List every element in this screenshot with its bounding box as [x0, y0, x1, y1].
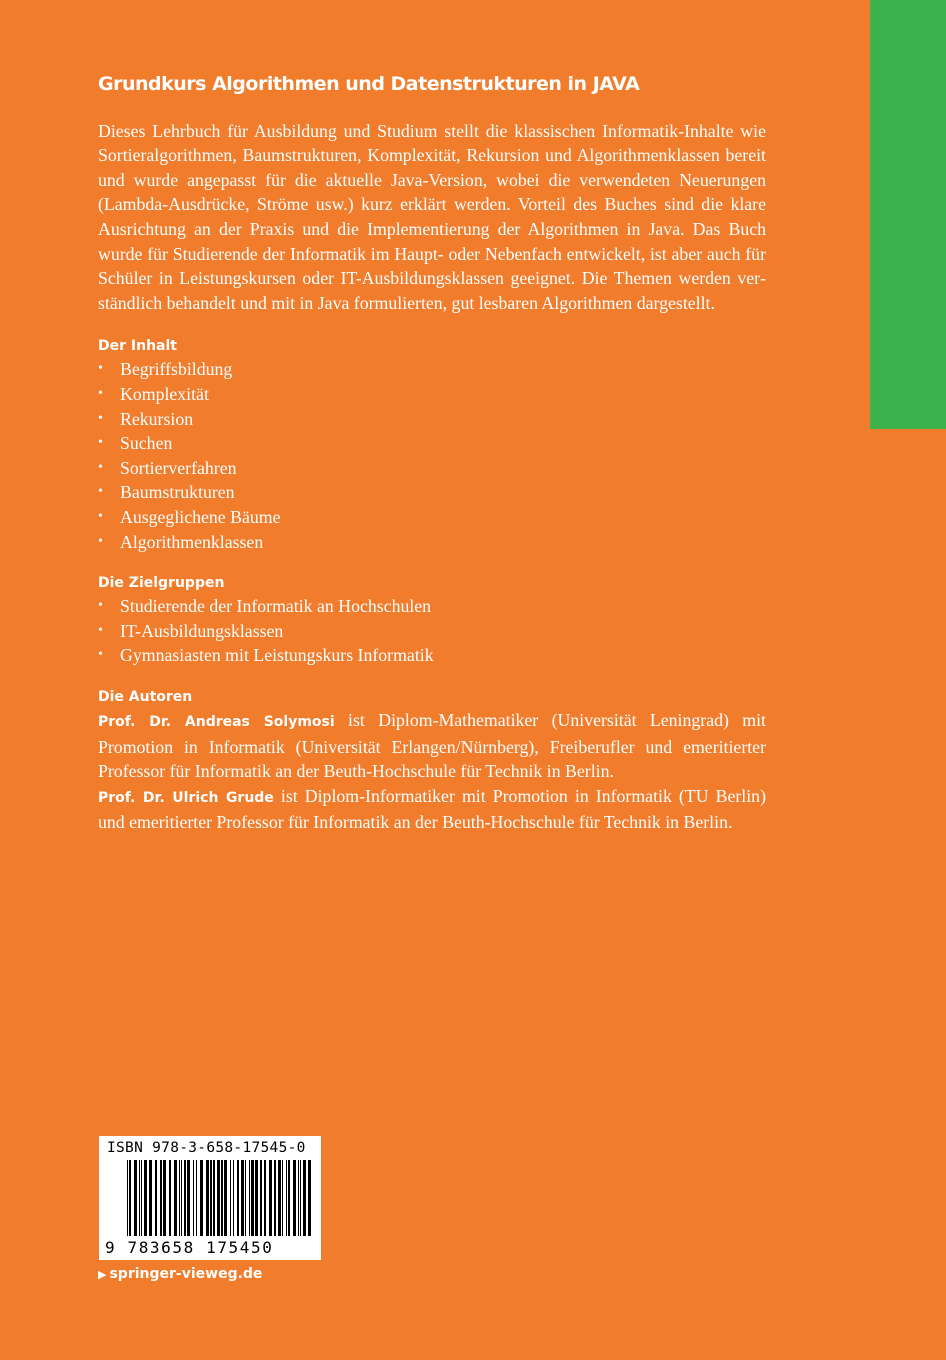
barcode-bar: [187, 1160, 190, 1236]
barcode-bar: [286, 1160, 287, 1236]
barcode-bar: [139, 1160, 140, 1236]
barcode-bar: [184, 1160, 186, 1236]
author-1-bio: [98, 708, 766, 784]
list-item: • Rekursion: [98, 407, 766, 432]
list-item: • Suchen: [98, 431, 766, 456]
website-text: springer-vieweg.de: [109, 1266, 263, 1282]
barcode-bar: [221, 1160, 223, 1236]
barcode-bar: [245, 1160, 246, 1236]
barcode-bar: [174, 1160, 177, 1236]
barcode-bar: [293, 1160, 296, 1236]
inhalt-heading: Der Inhalt: [98, 338, 177, 355]
inhalt-list: [98, 357, 766, 554]
ean-digits: 9 783658 175450: [105, 1238, 274, 1257]
barcode-bar: [127, 1160, 128, 1236]
barcode-bar: [298, 1160, 299, 1236]
barcode-bar: [169, 1160, 171, 1236]
isbn-label: ISBN 978-3-658-17545-0: [107, 1140, 306, 1156]
intro-text: Dieses Lehrbuch für Ausbildung und Studium stellt die klassischen Informatik-Inhalte wie Sortieralgorithmen, Baumstrukturen, Komplexität, Rekursion und Algorithmenklassen bereit und wurde angepasst für die aktuelle Java-Version, wobei die verwendeten Neuerungen (Lambda-Ausdrücke, Ströme usw.) kurz erklärt werden. Vorteil des Buches sind die klare Ausrichtung an der Praxis und die Implementierung der Algorithmen in Java. Das Buch wurde für Studierende der Informatik im Haupt- oder Nebenfach entwickelt, ist aber auch für Schüler in Leistungskursen oder IT-Ausbildungsklassen geeignet. Die Themen werden verständlich behandelt und mit in Java formulierten, gut lesbaren Algorithmen dargestellt.: [98, 120, 766, 313]
barcode-bar: [288, 1160, 290, 1236]
barcode-bar: [233, 1160, 234, 1236]
isbn-barcode: [99, 1136, 321, 1260]
barcode-bar: [269, 1160, 272, 1236]
barcode-bar: [217, 1160, 220, 1236]
author-2-text: ist Diplom-Informatiker mit Promotion in Informatik (TU Berlin) und emeritierter Professor für Informatik an der Beuth-Hochschule für Technik in Berlin.: [98, 785, 766, 833]
barcode-bar: [193, 1160, 194, 1236]
back-cover-content: [98, 72, 766, 835]
barcode-bar: [249, 1160, 250, 1236]
barcode-bar: [141, 1160, 142, 1236]
list-item: • Gymnasiasten mit Leistungskurs Informatik: [98, 643, 766, 668]
author-2-name: Prof. Dr. Ulrich Grude: [98, 789, 274, 806]
list-item: • IT-Ausbildungsklassen: [98, 619, 766, 644]
list-item: • Sortierverfahren: [98, 456, 766, 481]
arrow-right-icon: ▶: [98, 1268, 107, 1281]
list-item: • Studierende der Informatik an Hochschulen: [98, 594, 766, 619]
barcode-bar: [282, 1160, 283, 1236]
author-2-bio: [98, 784, 766, 835]
barcode-bars: [127, 1160, 311, 1236]
barcode-bar: [264, 1160, 266, 1236]
barcode-bar: [300, 1160, 301, 1236]
barcode-bar: [303, 1160, 306, 1236]
list-item: • Baumstrukturen: [98, 480, 766, 505]
barcode-bar: [200, 1160, 203, 1236]
list-item: • Begriffsbildung: [98, 357, 766, 382]
barcode-bar: [206, 1160, 209, 1236]
barcode-bar: [181, 1160, 182, 1236]
author-1-name: Prof. Dr. Andreas Solymosi: [98, 713, 335, 730]
zielgruppen-list: [98, 594, 766, 668]
barcode-bar: [260, 1160, 262, 1236]
barcode-bar: [129, 1160, 131, 1236]
barcode-bar: [210, 1160, 212, 1236]
barcode-bar: [308, 1160, 311, 1236]
zielgruppen-heading: Die Zielgruppen: [98, 575, 225, 592]
barcode-bar: [241, 1160, 244, 1236]
green-tab: [870, 0, 946, 429]
list-item: • Komplexität: [98, 382, 766, 407]
barcode-bar: [179, 1160, 180, 1236]
barcode-bar: [224, 1160, 227, 1236]
barcode-bar: [251, 1160, 254, 1236]
barcode-bar: [196, 1160, 197, 1236]
list-item: • Ausgeglichene Bäume: [98, 505, 766, 530]
barcode-bar: [213, 1160, 215, 1236]
book-title: Grundkurs Algorithmen und Datenstrukturen in JAVA: [98, 73, 640, 95]
barcode-bar: [237, 1160, 239, 1236]
barcode-bar: [163, 1160, 166, 1236]
barcode-bar: [278, 1160, 281, 1236]
barcode-bar: [144, 1160, 147, 1236]
barcode-bar: [255, 1160, 258, 1236]
barcode-bar: [230, 1160, 231, 1236]
author-1-text: ist Diplom-Mathematiker (Universität Leningrad) mit Promotion in Informatik (Universität Erlangen/Nürnberg), Freiberufler und emeritierter Professor für Informatik an der Beuth-Hochschule für Technik in Berlin.: [98, 709, 766, 782]
website-link[interactable]: [98, 1266, 262, 1282]
barcode-bar: [160, 1160, 162, 1236]
barcode-bar: [134, 1160, 137, 1236]
barcode-bar: [274, 1160, 276, 1236]
autoren-heading: Die Autoren: [98, 688, 193, 705]
list-item: • Algorithmenklassen: [98, 530, 766, 555]
barcode-bar: [155, 1160, 157, 1236]
barcode-bar: [149, 1160, 152, 1236]
